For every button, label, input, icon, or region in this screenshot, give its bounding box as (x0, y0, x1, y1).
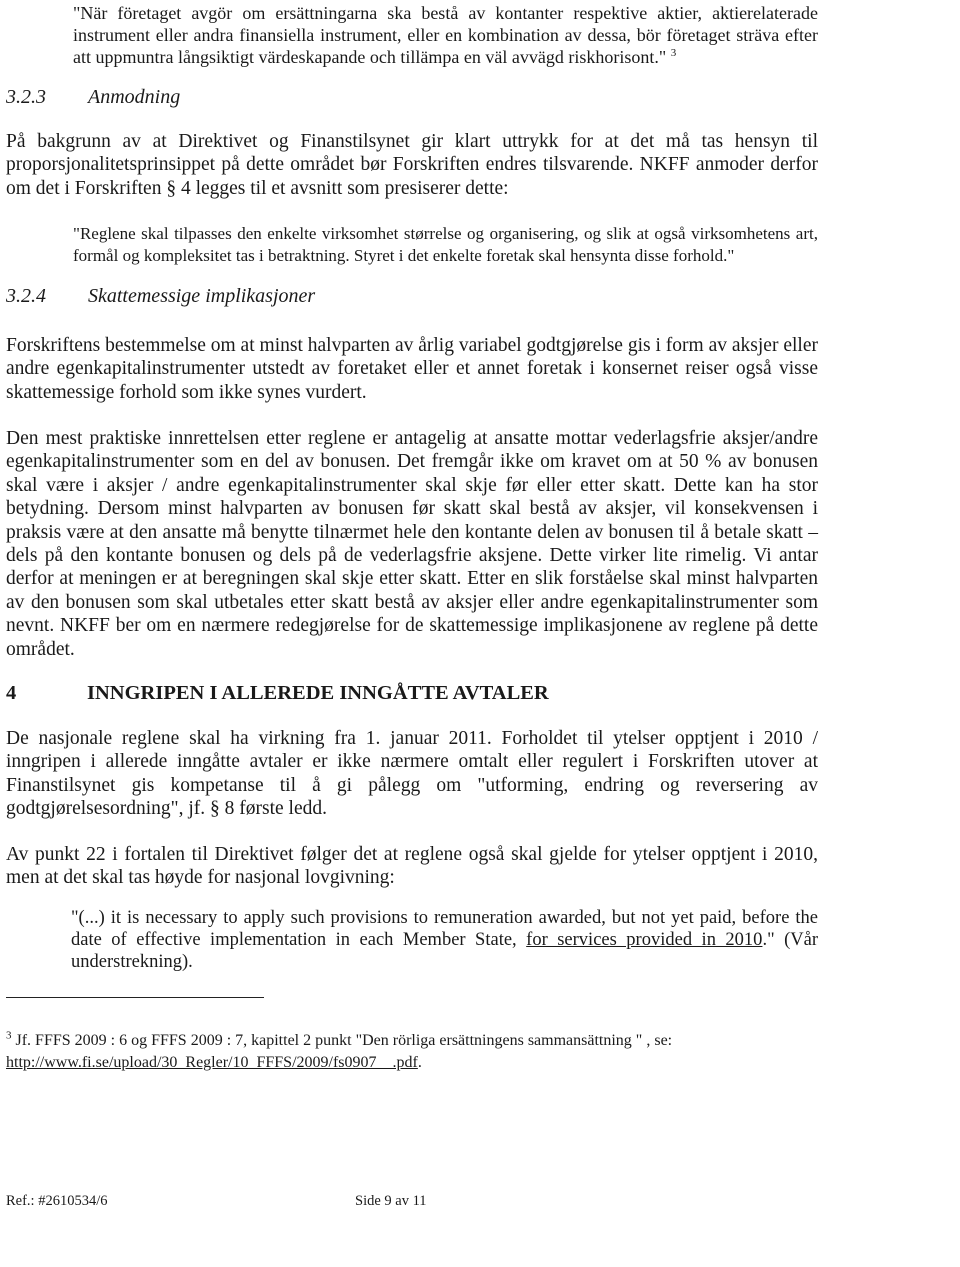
directive-quote-end: ." (Vår understrekning). (71, 930, 818, 972)
section-number: 3.2.4 (6, 285, 46, 307)
paragraph-tax-1: Forskriftens bestemmelse om at minst halvparten av årlig variabel godtgjørelse gis i form av aksjer eller andre egenkapitalinstrumenter utstedt av foretaket eller et annet foretak i konsernet reiser også visse skattemessige forhold som ikke synes vurdert. (6, 335, 818, 403)
footnote-number: 3 (6, 1029, 12, 1042)
directive-quote-start: "(...) it is necessary to apply such provisions to remuneration awarded, but not yet paid, before the date of effective implementation in each Member State, (71, 908, 818, 950)
section-heading-3-2-3 (6, 86, 180, 109)
directive-quote-underlined: for services provided in 2010 (526, 930, 763, 950)
paragraph-tax-2: Den mest praktiske innrettelsen etter reglene er antagelig at ansatte mottar vederlagsfrie aksjer/andre egenkapitalinstrumenter som en del av bonusen. Det fremgår ikke om kravet om at 50 % av bonusen skal være i aksjer / andre egenkapitalinstrumenter skal skje før eller etter skatt. Dette kan ha stor betydning. Dersom minst halvparten av bonusen før skatt skal bestå av aksjer, vil konsekvensen i praksis være at den ansatte må benytte tilnærmet hele den kontante delen av bonusen til å betale skatt – dels på den kontante bonusen og dels på de vederlagsfrie aksjene. Dette virker lite rimelig. Vi antar derfor at meningen er at beregningen skal skje etter skatt. Etter en slik forståelse skal minst halvparten av den bonusen som skal utbetales etter skatt bestå av aksjer eller andre egenkapitalinstrumenter som nevnt. NKFF ber om en nærmere redegjørelse for de skattemessige implikasjonene av reglene på dette området. (6, 428, 818, 660)
swedish-quote (73, 2, 818, 68)
proposed-rule-quote: "Reglene skal tilpasses den enkelte virksomhet størrelse og organisering, og slik at også virksomhetens art, formål og kompleksitet tas i betraktning. Styret i det enkelte foretak skal hensynta disse forhold." (73, 224, 818, 265)
section-heading-3-2-4 (6, 285, 315, 308)
paragraph-interference-1: De nasjonale reglene skal ha virkning fra 1. januar 2011. Forholdet til ytelser opptjent i 2010 / inngripen i allerede inngåtte avtaler er ikke nærmere omtalt eller regulert i Forskriften utover at Finanstilsynet gis kompetanse til å gi pålegg om "utforming, endring og reversering av godtgjørelsesordning", jf. § 8 første ledd. (6, 728, 818, 820)
section-number: 3.2.3 (6, 86, 46, 108)
footnote (6, 1030, 818, 1074)
footer-page-number: Side 9 av 11 (355, 1193, 427, 1209)
footnote-link-suffix: . (417, 1054, 422, 1071)
section-title: Anmodning (88, 86, 181, 108)
footer-reference: Ref.: #2610534/6 (6, 1193, 108, 1209)
directive-quote (71, 907, 818, 973)
footnote-line (6, 1030, 818, 1052)
swedish-quote-text: "När företaget avgör om ersättningarna ska bestå av kontanter respektive aktier, aktierelaterade instrument eller andra finansiella instrument, eller en kombination av dessa, bör företaget sträva efter att uppmuntra långsiktigt värdeskapande och tillämpa en väl avvägd riskhorisont." (73, 3, 818, 67)
paragraph-anmodning: På bakgrunn av at Direktivet og Finanstilsynet gir klart uttrykk for at det må tas hensyn til proporsjonalitetsprinsippet på dette området bør Forskriften endres tilsvarende. NKFF anmoder derfor om det i Forskriften § 4 legges til et avsnitt som presiserer dette: (6, 131, 818, 199)
footnote-reference[interactable]: 3 (670, 47, 677, 59)
footnote-text: Jf. FFFS 2009 : 6 og FFFS 2009 : 7, kapittel 2 punkt "Den rörliga ersättningens sammansättning " , se: (15, 1032, 673, 1049)
footnote-divider (6, 997, 264, 998)
chapter-number: 4 (6, 682, 17, 704)
footnote-link-line (6, 1052, 818, 1074)
footnote-link[interactable]: http://www.fi.se/upload/30_Regler/10_FFFS/2009/fs0907__.pdf (6, 1054, 418, 1071)
section-title: Skattemessige implikasjoner (88, 285, 316, 307)
chapter-title: INNGRIPEN I ALLEREDE INNGÅTTE AVTALER (87, 682, 549, 704)
chapter-heading-4 (6, 682, 549, 705)
paragraph-interference-2: Av punkt 22 i fortalen til Direktivet følger det at reglene også skal gjelde for ytelser opptjent i 2010, men at det skal tas høyde for nasjonal lovgivning: (6, 844, 818, 889)
